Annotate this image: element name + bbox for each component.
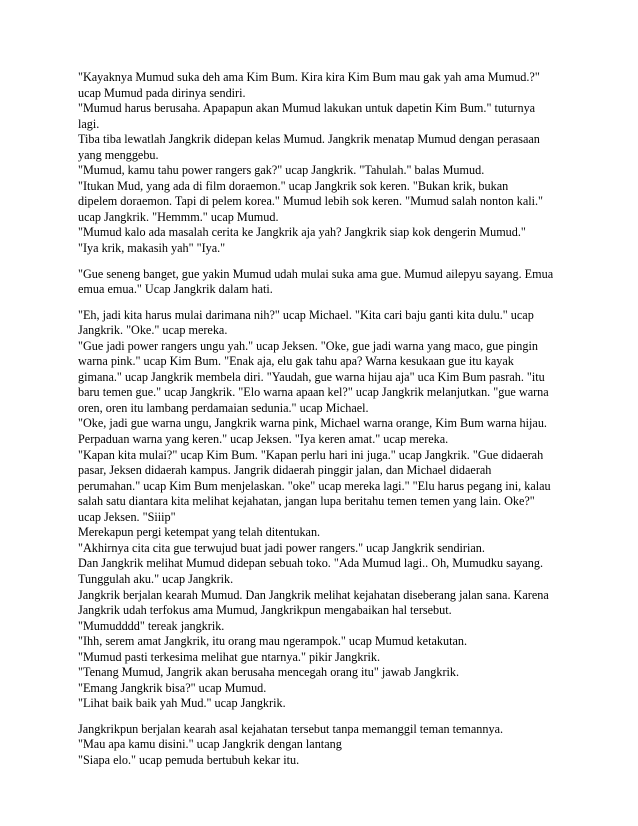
text-line: "Mau apa kamu disini." ucap Jangkrik dengan lantang	[78, 737, 342, 752]
text-line: "Mumud, kamu tahu power rangers gak?" ucap Jangkrik. "Tahulah." balas Mumud.	[78, 163, 485, 178]
text-line: gimana." ucap Jangkrik membela diri. "Yaudah, gue warna hijau aja" uca Kim Bum pasrah. "itu	[78, 369, 545, 384]
text-line: perumahan." ucap Kim Bum menjelaskan. "oke" ucap mereka lagi." "Elu harus pegang ini, kalau	[78, 478, 551, 493]
text-line: ucap Mumud pada dirinya sendiri.	[78, 85, 246, 100]
paragraph-gap	[78, 712, 568, 722]
text-line: "Mumud kalo ada masalah cerita ke Jangkrik aja yah? Jangkrik siap kok dengerin Mumud."	[78, 225, 526, 240]
text-line: lagi.	[78, 116, 100, 131]
text-line: Merekapun pergi ketempat yang telah ditentukan.	[78, 525, 321, 540]
text-line: oren, oren itu lambang perdamaian sedunia." ucap Michael.	[78, 400, 369, 415]
text-line: "Gue seneng banget, gue yakin Mumud udah mulai suka ama gue. Mumud ailepyu sayang. Emua	[78, 266, 554, 281]
text-line: ucap Jangkrik. "Hemmm." ucap Mumud.	[78, 209, 279, 224]
text-line: Jangkrik berjalan kearah Mumud. Dan Jangkrik melihat kejahatan diseberang jalan sana. Karena	[78, 587, 549, 602]
text-line: Tunggulah aku." ucap Jangkrik.	[78, 571, 234, 586]
text-line: Perpaduan warna yang keren." ucap Jeksen. "Iya keren amat." ucap mereka.	[78, 432, 449, 447]
text-line: Jangkrik. "Oke." ucap mereka.	[78, 323, 228, 338]
text-line: "Siapa elo." ucap pemuda bertubuh kekar itu.	[78, 752, 300, 767]
text-line: baru temen gue." ucap Jangkrik. "Elo warna apaan kel?" ucap Jangkrik melanjutkan. "gue warna	[78, 385, 549, 400]
text-line: "Akhirnya cita cita gue terwujud buat jadi power rangers." ucap Jangkrik sendirian.	[78, 540, 485, 555]
text-line: "Mumud pasti terkesima melihat gue ntarnya." pikir Jangkrik.	[78, 649, 381, 664]
text-line: "Iya krik, makasih yah" "Iya."	[78, 241, 226, 256]
document-page	[78, 70, 568, 769]
text-line: "Kapan kita mulai?" ucap Kim Bum. "Kapan perlu hari ini juga." ucap Jangkrik. "Gue didaerah	[78, 447, 544, 462]
text-line: Jangkrik udah terfokus ama Mumud, Jangkrikpun mengabaikan hal tersebut.	[78, 603, 452, 618]
text-line: "Kayaknya Mumud suka deh ama Kim Bum. Kira kira Kim Bum mau gak yah ama Mumud.?"	[78, 70, 540, 84]
text-line: "Itukan Mud, yang ada di film doraemon." ucap Jangkrik sok keren. "Bukan krik, bukan	[78, 178, 509, 193]
text-line: "Mumud harus berusaha. Apapapun akan Mumud lakukan untuk dapetin Kim Bum." tuturnya	[78, 101, 536, 116]
paragraph-gap	[78, 257, 568, 267]
text-line: "Oke, jadi gue warna ungu, Jangkrik warna pink, Michael warna orange, Kim Bum warna hijau.	[78, 416, 547, 431]
text-line: Jangkrikpun berjalan kearah asal kejahatan tersebut tanpa memanggil teman temannya.	[78, 721, 504, 736]
text-line: emua emua." Ucap Jangkrik dalam hati.	[78, 282, 273, 297]
text-line: salah satu diantara kita melihat kejahatan, jangan lupa beritahu temen temen yang lain. Oke?"	[78, 494, 535, 509]
text-line: "Gue jadi power rangers ungu yah." ucap Jeksen. "Oke, gue jadi warna yang maco, gue pingin	[78, 338, 538, 353]
text-line: Dan Jangkrik melihat Mumud didepan sebuah toko. "Ada Mumud lagi.. Oh, Mumudku sayang.	[78, 556, 543, 571]
text-line: "Eh, jadi kita harus mulai darimana nih?" ucap Michael. "Kita cari baju ganti kita dulu." ucap	[78, 307, 534, 322]
text-line: "Emang Jangkrik bisa?" ucap Mumud.	[78, 680, 267, 695]
text-line: Tiba tiba lewatlah Jangkrik didepan kelas Mumud. Jangkrik menatap Mumud dengan perasaan	[78, 132, 540, 147]
text-line: "Mumudddd" tereak jangkrik.	[78, 618, 225, 633]
text-line: ucap Jeksen. "Siiip"	[78, 509, 176, 524]
text-line: warna pink." ucap Kim Bum. "Enak aja, elu gak tahu apa? Warna kesukaan gue itu kayak	[78, 354, 514, 369]
text-line: "Lihat baik baik yah Mud." ucap Jangkrik.	[78, 696, 286, 711]
text-line: dipelem doraemon. Tapi di pelem korea." Mumud lebih sok keren. "Mumud salah nonton kali."	[78, 194, 544, 209]
text-line: "Ihh, serem amat Jangkrik, itu orang mau ngerampok." ucap Mumud ketakutan.	[78, 634, 468, 649]
text-line: yang menggebu.	[78, 147, 159, 162]
paragraph-gap	[78, 298, 568, 308]
text-line: pasar, Jeksen didaerah kampus. Jangrik didaerah pinggir jalan, dan Michael didaerah	[78, 463, 492, 478]
text-line: "Tenang Mumud, Jangrik akan berusaha mencegah orang itu" jawab Jangkrik.	[78, 665, 460, 680]
